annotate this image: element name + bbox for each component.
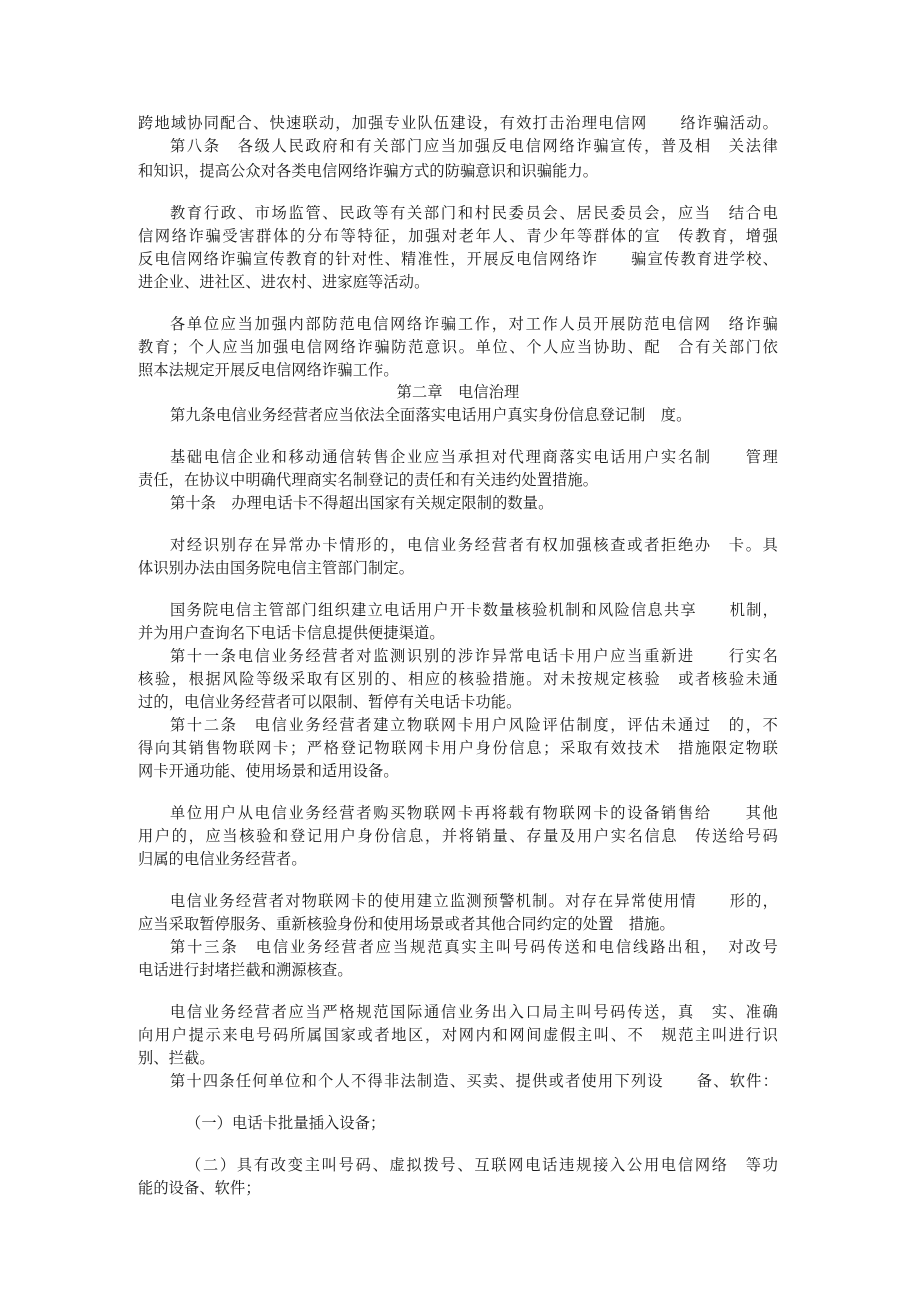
text-line: 归属的电信业务经营者。 [138, 850, 307, 868]
text-line: 别、拦截。 [138, 1049, 215, 1067]
text-line: 第八条 各级人民政府和有关部门应当加强反电信网络诈骗宣传，普及相 关法律 [170, 137, 778, 155]
text-line: 电话进行封堵拦截和溯源核查。 [138, 961, 353, 979]
text-line: 国务院电信主管部门组织建立电话用户开卡数量核验机制和风险信息共享 机制， [170, 601, 778, 619]
text-line: 能的设备、软件； [138, 1179, 261, 1197]
text-line: 体识别办法由国务院电信主管部门制定。 [138, 559, 415, 577]
text-line: 反电信网络诈骗宣传教育的针对性、精准性，开展反电信网络诈 骗宣传教育进学校、 [138, 250, 778, 268]
text-line: 向用户提示来电号码所属国家或者地区，对网内和网间虚假主叫、不 规范主叫进行识 [138, 1026, 778, 1044]
text-line: 照本法规定开展反电信网络诈骗工作。 [138, 361, 399, 379]
text-line: 各单位应当加强内部防范电信网络诈骗工作，对工作人员开展防范电信网 络诈骗 [170, 315, 778, 333]
text-line: 核验，根据风险等级采取有区别的、相应的核验措施。对未按规定核验 或者核验未通 [138, 670, 778, 688]
text-line: 第十一条电信业务经营者对监测识别的涉诈异常电话卡用户应当重新进 行实名 [170, 647, 778, 665]
text-line: 用户的，应当核验和登记用户身份信息，并将销量、存量及用户实名信息 传送给号码 [138, 827, 778, 845]
text-line: 电信业务经营者对物联网卡的使用建立监测预警机制。对存在异常使用情 形的， [170, 892, 778, 910]
text-line: 得向其销售物联网卡；严格登记物联网卡用户身份信息；采取有效技术 措施限定物联 [138, 739, 778, 757]
text-line: 教育行政、市场监管、民政等有关部门和村民委员会、居民委员会，应当 结合电 [170, 204, 778, 222]
text-line: 第十三条 电信业务经营者应当规范真实主叫号码传送和电信线路出租， 对改号 [170, 938, 778, 956]
text-line: 网卡开通功能、使用场景和适用设备。 [138, 762, 399, 780]
text-line: 对经识别存在异常办卡情形的，电信业务经营者有权加强核查或者拒绝办 卡。具 [170, 536, 778, 554]
text-line: 和知识，提高公众对各类电信网络诈骗方式的防骗意识和识骗能力。 [138, 162, 599, 180]
list-item: （二）具有改变主叫号码、虚拟拨号、互联网电话违规接入公用电信网络 等功 [186, 1156, 778, 1174]
text-line: 进企业、进社区、进农村、进家庭等活动。 [138, 273, 430, 291]
text-line: 第十条 办理电话卡不得超出国家有关规定限制的数量。 [170, 494, 554, 512]
text-line: 单位用户从电信业务经营者购买物联网卡再将载有物联网卡的设备销售给 其他 [170, 804, 778, 822]
text-line: 信网络诈骗受害群体的分布等特征，加强对老年人、青少年等群体的宣 传教育，增强 [138, 227, 778, 245]
chapter-heading: 第二章 电信治理 [396, 383, 520, 401]
text-line: 并为用户查询名下电话卡信息提供便捷渠道。 [138, 624, 445, 642]
text-line: 过的，电信业务经营者可以限制、暂停有关电话卡功能。 [138, 693, 522, 711]
text-line: 第十四条任何单位和个人不得非法制造、买卖、提供或者使用下列设 备、软件： [170, 1072, 778, 1090]
text-line: 跨地域协同配合、快速联动，加强专业队伍建设，有效打击治理电信网 络诈骗活动。 [138, 114, 778, 132]
list-item: （一）电话卡批量插入设备； [186, 1114, 386, 1132]
text-line: 责任，在协议中明确代理商实名制登记的责任和有关违约处置措施。 [138, 471, 599, 489]
text-line: 应当采取暂停服务、重新核验身份和使用场景或者其他合同约定的处置 措施。 [138, 915, 675, 933]
text-line: 第九条电信业务经营者应当依法全面落实电话用户真实身份信息登记制 度。 [170, 406, 692, 424]
text-line: 第十二条 电信业务经营者建立物联网卡用户风险评估制度，评估未通过 的，不 [170, 716, 778, 734]
text-line: 电信业务经营者应当严格规范国际通信业务出入口局主叫号码传送，真 实、准确 [170, 1003, 778, 1021]
text-line: 教育；个人应当加强电信网络诈骗防范意识。单位、个人应当协助、配 合有关部门依 [138, 338, 778, 356]
text-line: 基础电信企业和移动通信转售企业应当承担对代理商落实电话用户实名制 管理 [170, 448, 778, 466]
